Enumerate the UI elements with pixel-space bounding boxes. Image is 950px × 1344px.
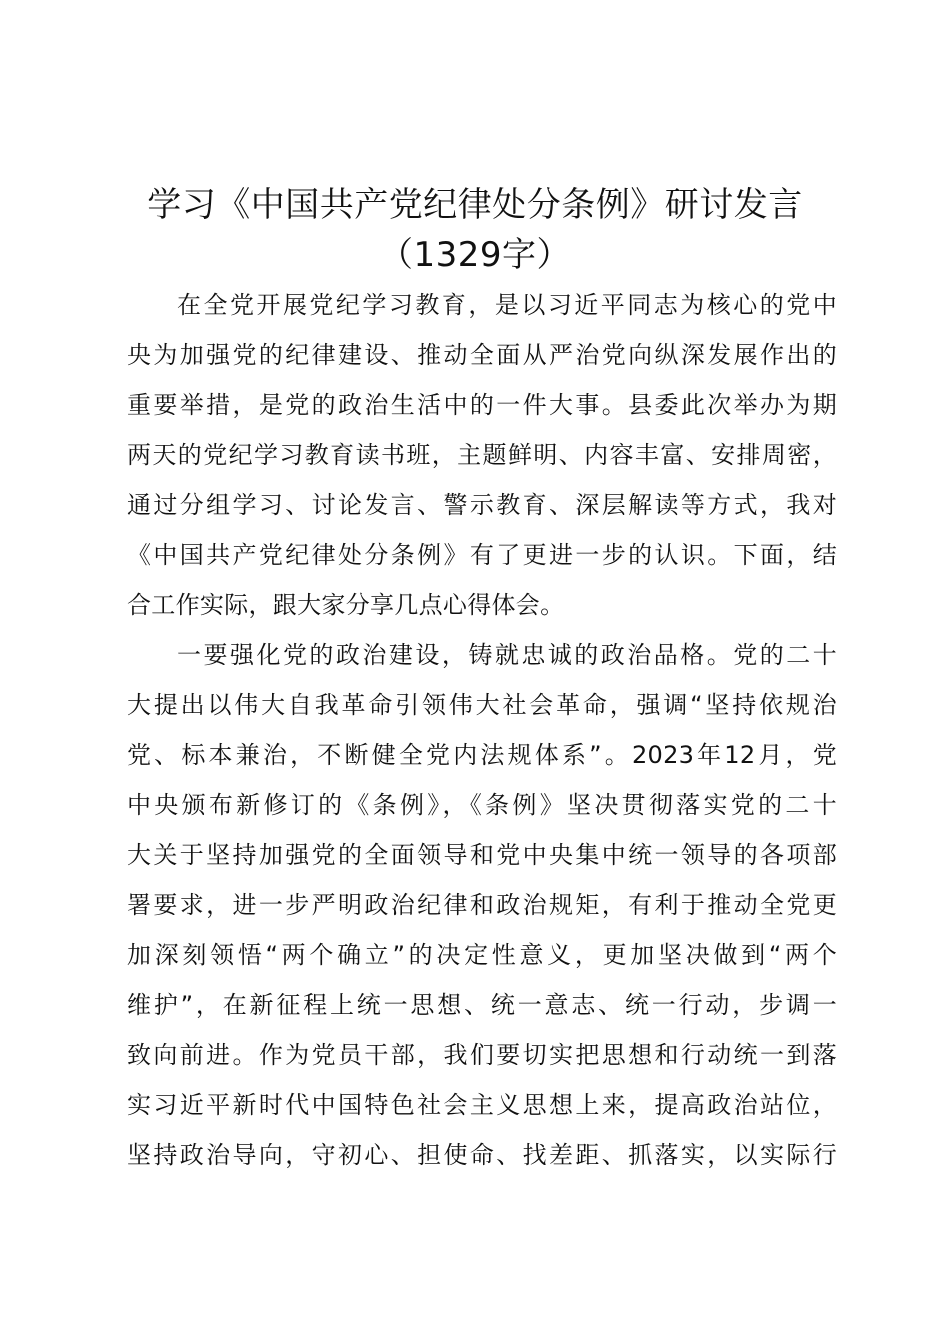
text-line: 重要举措，是党的政治生活中的一件大事。县委此次举办为期: [127, 391, 837, 419]
text-line: 实习近平新时代中国特色社会主义思想上来，提高政治站位，: [127, 1091, 837, 1119]
text-line: 一要强化党的政治建设，铸就忠诚的政治品格。党的二十: [177, 641, 837, 669]
paragraph-point-one: [127, 630, 837, 1180]
text-line: 大关于坚持加强党的全面领导和党中央集中统一领导的各项部: [127, 841, 837, 869]
document-body: [127, 280, 837, 1180]
title-main: 学习《中国共产党纪律处分条例》研讨发言: [147, 185, 803, 225]
text-line: 两天的党纪学习教育读书班，主题鲜明、内容丰富、安排周密，: [127, 441, 837, 469]
text-line: 中央颁布新修订的《条例》，《条例》坚决贯彻落实党的二十: [127, 791, 837, 819]
text-line: 党、标本兼治，不断健全党内法规体系”。2023年12月，党: [127, 741, 837, 769]
text-line: 维护”，在新征程上统一思想、统一意志、统一行动，步调一: [127, 991, 838, 1019]
document-title: [100, 180, 850, 280]
text-line: 署要求，进一步严明政治纪律和政治规矩，有利于推动全党更: [127, 891, 837, 919]
text-line: 央为加强党的纪律建设、推动全面从严治党向纵深发展作出的: [127, 341, 837, 369]
text-line: 在全党开展党纪学习教育，是以习近平同志为核心的党中: [177, 291, 837, 319]
text-line: 合工作实际，跟大家分享几点心得体会。: [127, 591, 565, 619]
text-line: 坚持政治导向，守初心、担使命、找差距、抓落实，以实际行: [127, 1141, 837, 1169]
text-line: 致向前进。作为党员干部，我们要切实把思想和行动统一到落: [127, 1041, 837, 1069]
text-line: 通过分组学习、讨论发言、警示教育、深层解读等方式，我对: [127, 491, 837, 519]
paragraph-intro: [127, 280, 837, 630]
text-line: 加深刻领悟“两个确立”的决定性意义，更加坚决做到“两个: [127, 941, 837, 969]
text-line: 《中国共产党纪律处分条例》有了更进一步的认识。下面，结: [127, 541, 837, 569]
title-word-count: （1329字）: [378, 235, 572, 275]
text-line: 大提出以伟大自我革命引领伟大社会革命，强调“坚持依规治: [127, 691, 837, 719]
